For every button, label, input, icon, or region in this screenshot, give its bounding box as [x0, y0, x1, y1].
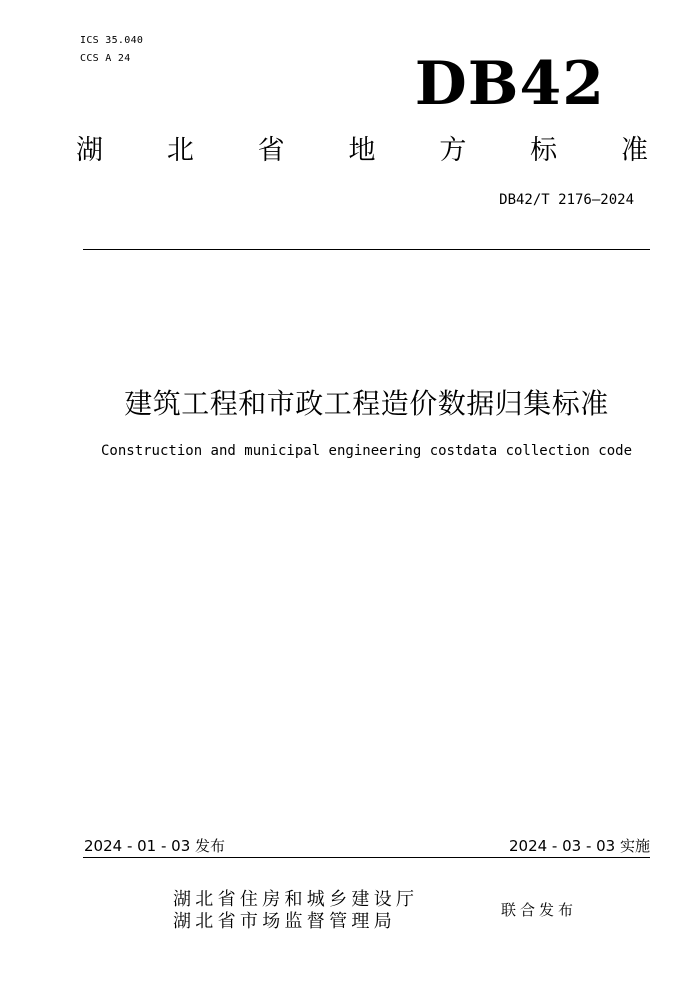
standard-type-char: 湖	[76, 135, 103, 166]
standard-type-char: 省	[257, 135, 285, 166]
joint-issue-label: 联合发布	[501, 901, 578, 919]
ccs-code: CCS A 24	[80, 53, 131, 64]
standard-type-char: 方	[439, 135, 467, 166]
standard-type-char: 地	[348, 135, 376, 166]
title-english: Construction and municipal engineering costdata collection code	[100, 443, 632, 459]
issuer-market-supervision: 湖北省市场监督管理局	[173, 911, 396, 932]
standard-type-char: 北	[166, 135, 194, 166]
header-divider	[83, 249, 650, 250]
standard-number: DB42/T 2176—2024	[499, 192, 634, 208]
standard-type-char: 标	[530, 135, 558, 166]
issuer-housing-department: 湖北省住房和城乡建设厅	[173, 889, 419, 910]
issue-date: 2024 - 01 - 03 发布	[84, 837, 226, 855]
ics-code: ICS 35.040	[80, 35, 144, 46]
standard-logo: DB42	[414, 49, 605, 119]
standard-type-heading	[76, 137, 648, 164]
implementation-date: 2024 - 03 - 03 实施	[508, 837, 650, 855]
title-chinese: 建筑工程和市政工程造价数据归集标准	[124, 387, 609, 420]
footer-divider	[83, 857, 650, 858]
standard-type-char: 准	[620, 135, 648, 166]
